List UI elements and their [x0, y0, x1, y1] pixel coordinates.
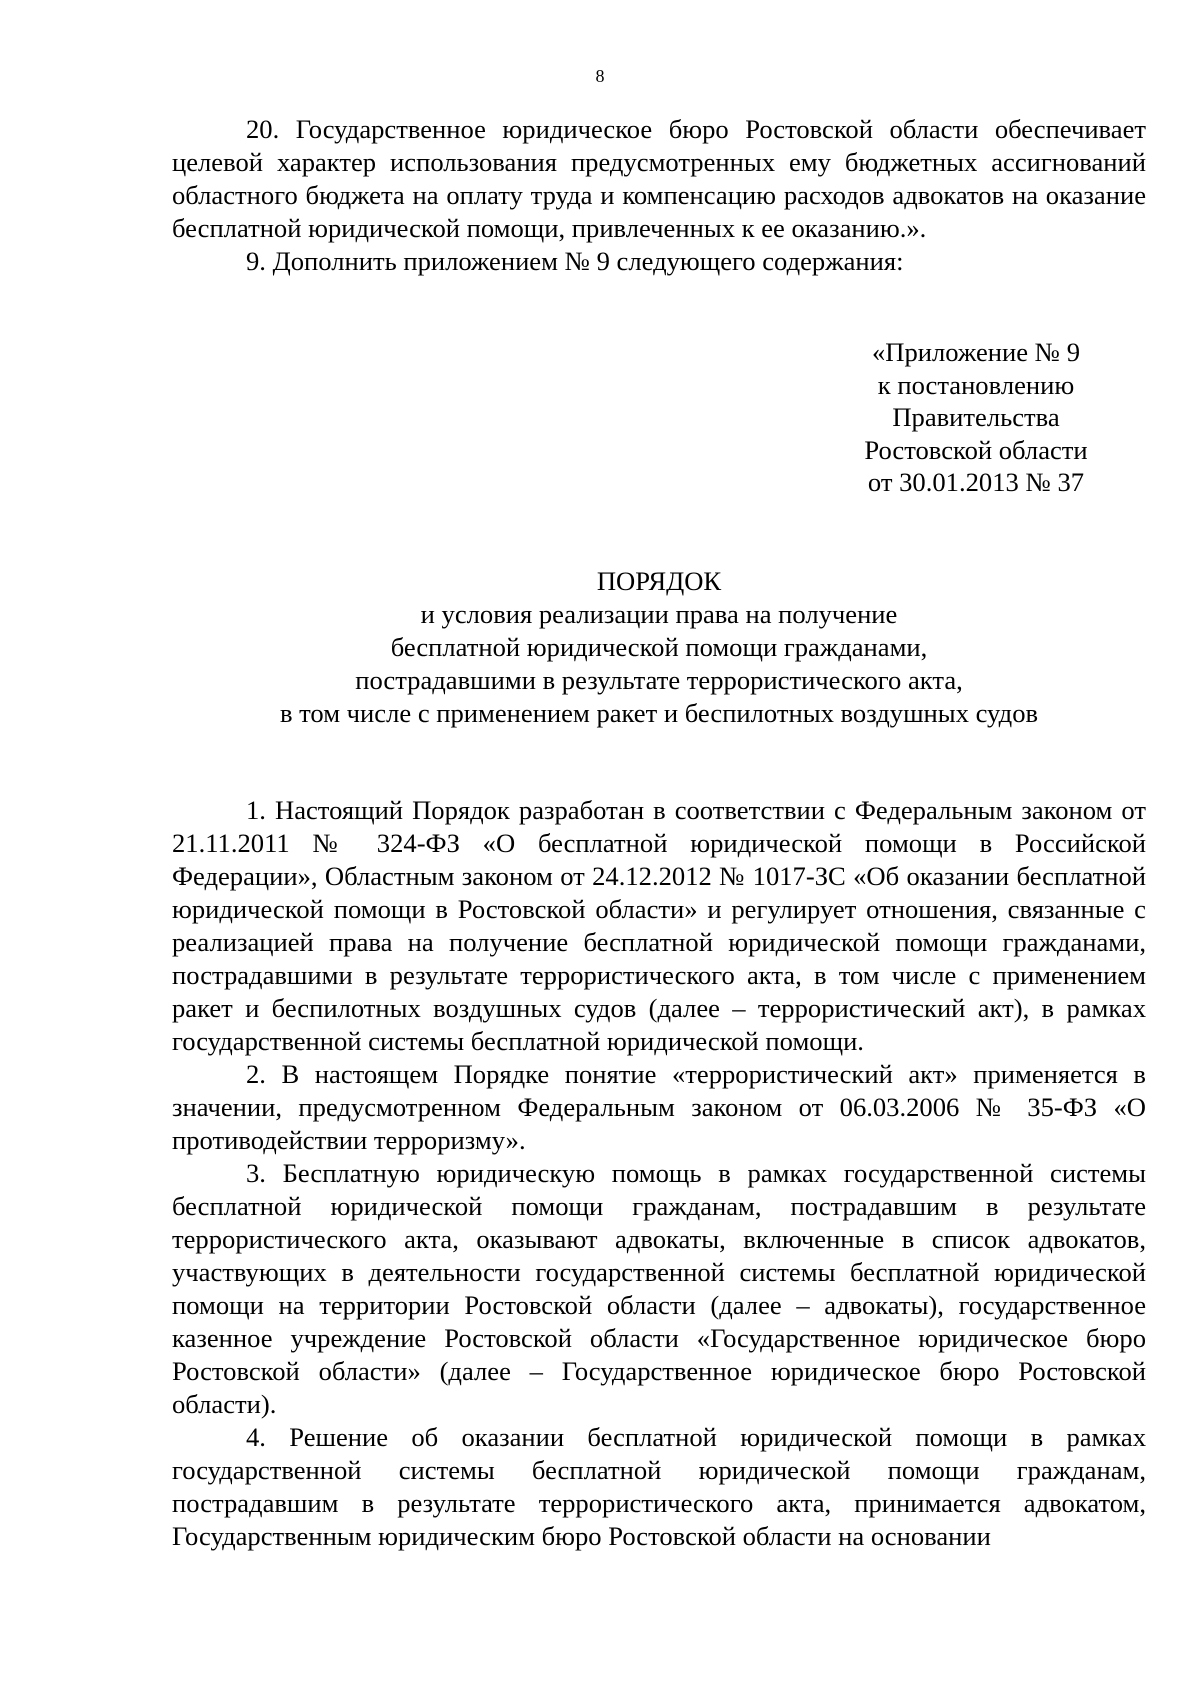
subtitle-line: и условия реализации права на получение	[420, 599, 898, 629]
document-subtitle	[172, 598, 1146, 730]
appendix-line: Правительства	[892, 402, 1060, 432]
appendix-line: от 30.01.2013 № 37	[867, 467, 1085, 497]
paragraph-3: 3. Бесплатную юридическую помощь в рамках государственной системы бесплатной юридической помощи гражданам, пострадавшим в результате террористического акта, оказывают адвокаты, включенные в список адвокатов, участвующих в деятельности государственной системы бесплатной юридической помощи на территории Ростовской области (далее – адвокаты), государственное казенное учреждение Ростовской области «Государственное юридическое бюро Ростовской области» (далее – Государственное юридическое бюро Ростовской области).	[172, 1158, 1146, 1419]
appendix-line: Ростовской области	[864, 434, 1088, 465]
paragraph-4: 4. Решение об оказании бесплатной юридической помощи в рамках государственной системы бесплатной юридической помощи гражданам, пострадавшим в результате террористического акта, принимается адвокатом, Государственным юридическим бюро Ростовской области на основании	[172, 1422, 1146, 1551]
document-title: ПОРЯДОК	[596, 566, 722, 596]
paragraph-1: 1. Настоящий Порядок разработан в соответствии с Федеральным законом от 21.11.2011 № 324-ФЗ «О бесплатной юридической помощи в Российской Федерации», Областным законом от 24.12.2012 № 1017-ЗС «Об оказании бесплатной юридической помощи в Ростовской области» и регулирует отношения, связанные с реализацией права на получение бесплатной юридической помощи гражданами, пострадавшими в результате террористического акта, в том числе с применением ракет и беспилотных воздушных судов (далее – террористический акт), в рамках государственной системы бесплатной юридической помощи.	[172, 795, 1146, 1056]
appendix-line: к постановлению	[877, 369, 1075, 400]
page-number: 8	[595, 66, 605, 86]
subtitle-line: бесплатной юридической помощи гражданами,	[390, 632, 928, 662]
paragraph-2: 2. В настоящем Порядке понятие «террористический акт» применяется в значении, предусмотренном Федеральным законом от 06.03.2006 № 35-ФЗ «О противодействии терроризму».	[172, 1059, 1146, 1155]
paragraph-amendment-9: 9. Дополнить приложением № 9 следующего содержания:	[246, 246, 904, 276]
intro-text	[172, 113, 1146, 278]
subtitle-line: в том числе с применением ракет и беспилотных воздушных судов	[279, 698, 1039, 728]
body-text	[172, 794, 1146, 1553]
paragraph-20: 20. Государственное юридическое бюро Ростовской области обеспечивает целевой характер использования предусмотренных ему бюджетных ассигнований областного бюджета на оплату труда и компенсацию расходов адвокатов на оказание бесплатной юридической помощи, привлеченных к ее оказанию.».	[172, 114, 1146, 243]
appendix-header	[844, 336, 1108, 499]
appendix-line: «Приложение № 9	[872, 337, 1080, 367]
subtitle-line: пострадавшими в результате террористического акта,	[355, 665, 963, 695]
